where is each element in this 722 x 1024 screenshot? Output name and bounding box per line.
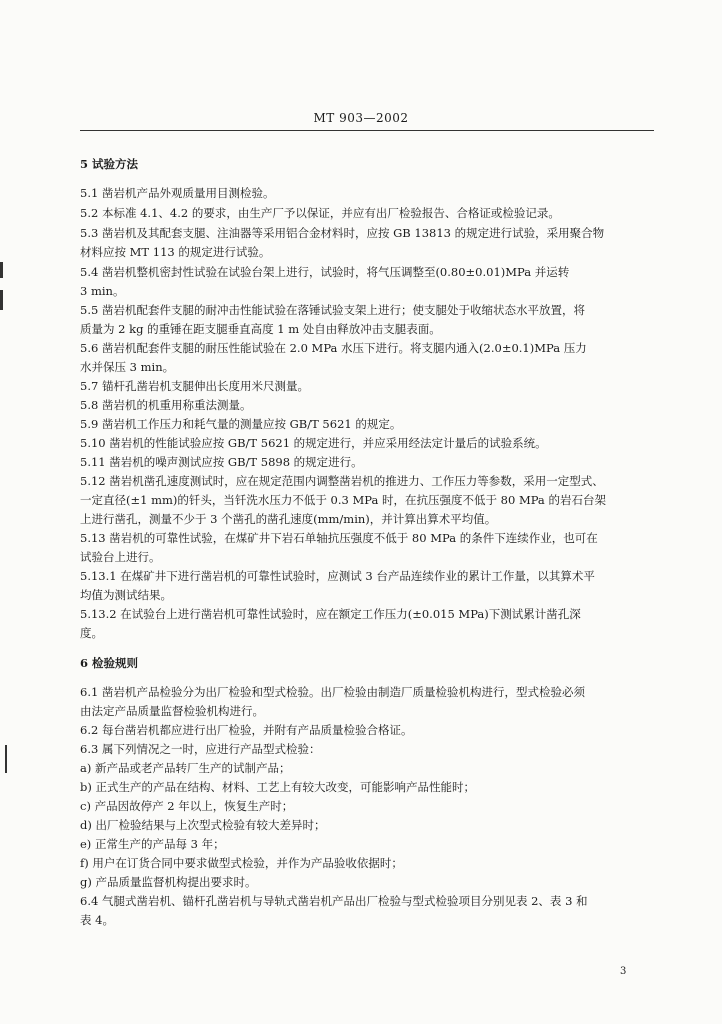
text-line: a) 新产品或老产品转厂生产的试制产品；	[80, 761, 291, 775]
text-line: f) 用户在订货合同中要求做型式检验，并作为产品验收依据时；	[80, 856, 403, 870]
text-line: c) 产品因故停产 2 年以上，恢复生产时；	[80, 799, 294, 813]
section-heading: 5 试验方法	[80, 157, 139, 171]
text-line: 质量为 2 kg 的重锤在距支腿垂直高度 1 m 处自由释放冲击支腿表面。	[80, 322, 441, 336]
section-heading: 6 检验规则	[80, 656, 139, 670]
text-line: 6.4 气腿式凿岩机、锚杆孔凿岩机与导轨式凿岩机产品出厂检验与型式检验项目分别见表 2、表 3 和	[80, 894, 588, 908]
text-line: 5.6 凿岩机配套件支腿的耐压性能试验在 2.0 MPa 水压下进行。将支腿内通入(2.0±0.1)MPa 压力	[80, 341, 587, 355]
text-line: 5.1 凿岩机产品外观质量用目测检验。	[80, 186, 275, 200]
text-line: 5.5 凿岩机配套件支腿的耐冲击性能试验在落锤试验支架上进行；使支腿处于收缩状态水平放置，将	[80, 303, 585, 317]
text-line: 表 4。	[80, 913, 114, 927]
text-line: 5.10 凿岩机的性能试验应按 GB/T 5621 的规定进行，并应采用经法定计量后的试验系统。	[80, 436, 547, 450]
text-line: 一定直径(±1 mm)的钎头，当钎洗水压力不低于 0.3 MPa 时，在抗压强度不低于 80 MPa 的岩石台架	[80, 493, 606, 507]
text-line: 均值为测试结果。	[80, 588, 172, 602]
text-line: 5.4 凿岩机整机密封性试验在试验台架上进行，试验时，将气压调整至(0.80±0.01)MPa 并运转	[80, 265, 570, 279]
page-number: 3	[620, 966, 627, 977]
text-line: 由法定产品质量监督检验机构进行。	[80, 704, 264, 718]
text-line: 3 min。	[80, 284, 125, 298]
scan-mark	[0, 290, 3, 310]
text-line: 5.2 本标准 4.1、4.2 的要求，由生产厂予以保证，并应有出厂检验报告、合格证或检验记录。	[80, 206, 560, 220]
header-rule	[80, 130, 654, 131]
scan-mark	[5, 745, 7, 773]
text-line: 5.3 凿岩机及其配套支腿、注油器等采用铝合金材料时，应按 GB 13813 的规定进行试验，采用聚合物	[80, 226, 605, 240]
text-line: 试验台上进行。	[80, 550, 161, 564]
text-line: 5.13.2 在试验台上进行凿岩机可靠性试验时，应在额定工作压力(±0.015 MPa)下测试累计凿孔深	[80, 607, 581, 621]
scan-mark	[0, 262, 3, 278]
text-line: 5.13.1 在煤矿井下进行凿岩机的可靠性试验时，应测试 3 台产品连续作业的累计工作量，以其算术平	[80, 569, 595, 583]
text-line: b) 正式生产的产品在结构、材料、工艺上有较大改变，可能影响产品性能时；	[80, 780, 475, 794]
text-line: 5.7 锚杆孔凿岩机支腿伸出长度用米尺测量。	[80, 379, 309, 393]
text-line: e) 正常生产的产品每 3 年；	[80, 837, 225, 851]
text-line: 6.2 每台凿岩机都应进行出厂检验，并附有产品质量检验合格证。	[80, 723, 413, 737]
text-line: g) 产品质量监督机构提出要求时。	[80, 875, 257, 889]
text-line: 6.1 凿岩机产品检验分为出厂检验和型式检验。出厂检验由制造厂质量检验机构进行，型式检验必须	[80, 685, 585, 699]
text-line: 5.12 凿岩机凿孔速度测试时，应在规定范围内调整凿岩机的推进力、工作压力等参数，采用一定型式、	[80, 474, 604, 488]
text-line: 5.13 凿岩机的可靠性试验，在煤矿井下岩石单轴抗压强度不低于 80 MPa 的条件下连续作业，也可在	[80, 531, 598, 545]
text-line: 5.9 凿岩机工作压力和耗气量的测量应按 GB/T 5621 的规定。	[80, 417, 402, 431]
text-line: 度。	[80, 626, 103, 640]
text-line: 6.3 属下列情况之一时，应进行产品型式检验：	[80, 742, 321, 756]
text-line: d) 出厂检验结果与上次型式检验有较大差异时；	[80, 818, 326, 832]
text-line: 水并保压 3 min。	[80, 360, 175, 374]
text-line: 材料应按 MT 113 的规定进行试验。	[80, 245, 271, 259]
text-line: 5.8 凿岩机的机重用称重法测量。	[80, 398, 252, 412]
text-line: 5.11 凿岩机的噪声测试应按 GB/T 5898 的规定进行。	[80, 455, 363, 469]
standard-header: MT 903—2002	[313, 111, 409, 125]
text-line: 上进行凿孔，测量不少于 3 个凿孔的凿孔速度(mm/min)，并计算出算术平均值。	[80, 512, 497, 526]
